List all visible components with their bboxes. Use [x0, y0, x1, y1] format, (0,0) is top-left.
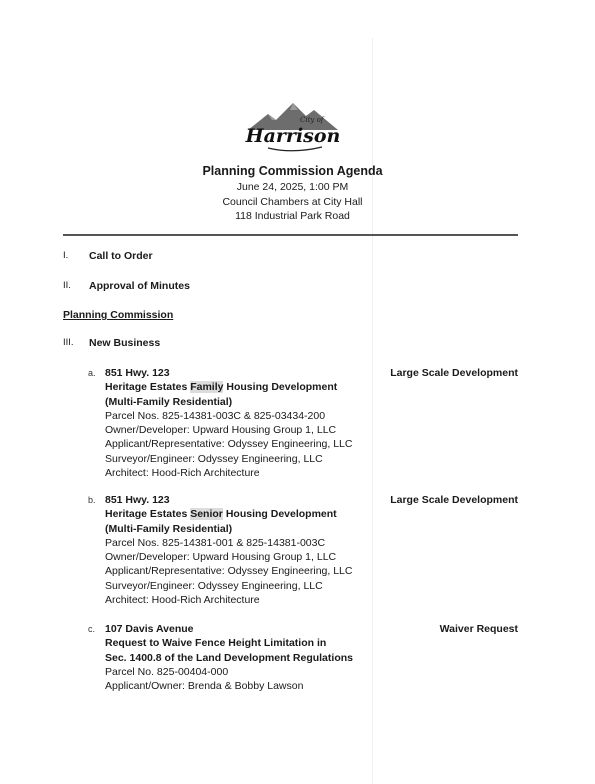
item-type-tag: Large Scale Development [390, 367, 518, 379]
item-detail: Surveyor/Engineer: Odyssey Engineering, LLC [105, 452, 323, 465]
item-detail: Parcel Nos. 825-14381-001 & 825-14381-003C [105, 536, 326, 549]
highlighted-word: Family [190, 381, 224, 394]
item-detail: Parcel No. 825-00404-000 [105, 665, 229, 678]
section-label: New Business [89, 337, 161, 349]
planning-commission-heading: Planning Commission [63, 309, 174, 321]
item-detail: Applicant/Representative: Odyssey Engineering, LLC [105, 438, 353, 451]
agenda-header [140, 163, 445, 224]
item-type-tag: Large Scale Development [390, 494, 518, 506]
item-detail: Applicant/Representative: Odyssey Engineering, LLC [105, 565, 353, 578]
section-label: Approval of Minutes [89, 280, 190, 292]
item-title: Heritage Estates Senior Housing Development [105, 508, 337, 521]
section-number: II. [63, 280, 71, 291]
item-title: Request to Waive Fence Height Limitation in [105, 637, 327, 650]
item-subtitle: (Multi-Family Residential) [105, 522, 233, 535]
item-title: Heritage Estates Family Housing Development [105, 381, 338, 394]
item-address: 851 Hwy. 123 [105, 367, 170, 379]
item-address: 107 Davis Avenue [105, 623, 194, 635]
item-type-tag: Waiver Request [439, 623, 518, 635]
item-detail: Architect: Hood-Rich Architecture [105, 594, 260, 607]
header-divider [63, 234, 518, 236]
section-label: Call to Order [89, 250, 153, 262]
item-subtitle: (Multi-Family Residential) [105, 395, 233, 408]
section-number: I. [63, 250, 69, 261]
page-title: Planning Commission Agenda [202, 164, 383, 178]
highlighted-word: Senior [190, 508, 223, 521]
item-detail: Owner/Developer: Upward Housing Group 1, LLC [105, 551, 337, 564]
item-detail: Parcel Nos. 825-14381-003C & 825-03434-200 [105, 409, 326, 422]
meeting-address: 118 Industrial Park Road [235, 210, 350, 222]
item-letter: b. [88, 495, 96, 505]
meeting-date-time: June 24, 2025, 1:00 PM [236, 181, 349, 193]
item-detail: Architect: Hood-Rich Architecture [105, 467, 260, 480]
item-detail: Surveyor/Engineer: Odyssey Engineering, LLC [105, 579, 323, 592]
section-number: III. [63, 337, 74, 348]
item-detail: Applicant/Owner: Brenda & Bobby Lawson [105, 680, 304, 693]
city-logo-icon [238, 98, 348, 160]
item-address: 851 Hwy. 123 [105, 494, 170, 506]
item-detail: Owner/Developer: Upward Housing Group 1, LLC [105, 424, 337, 437]
item-title: Sec. 1400.8 of the Land Development Regulations [105, 651, 353, 664]
item-letter: c. [88, 624, 96, 634]
logo-small-text: City of [300, 116, 324, 124]
logo-name-text: Harrison [245, 125, 341, 147]
item-letter: a. [88, 368, 96, 378]
meeting-location: Council Chambers at City Hall [222, 195, 363, 208]
